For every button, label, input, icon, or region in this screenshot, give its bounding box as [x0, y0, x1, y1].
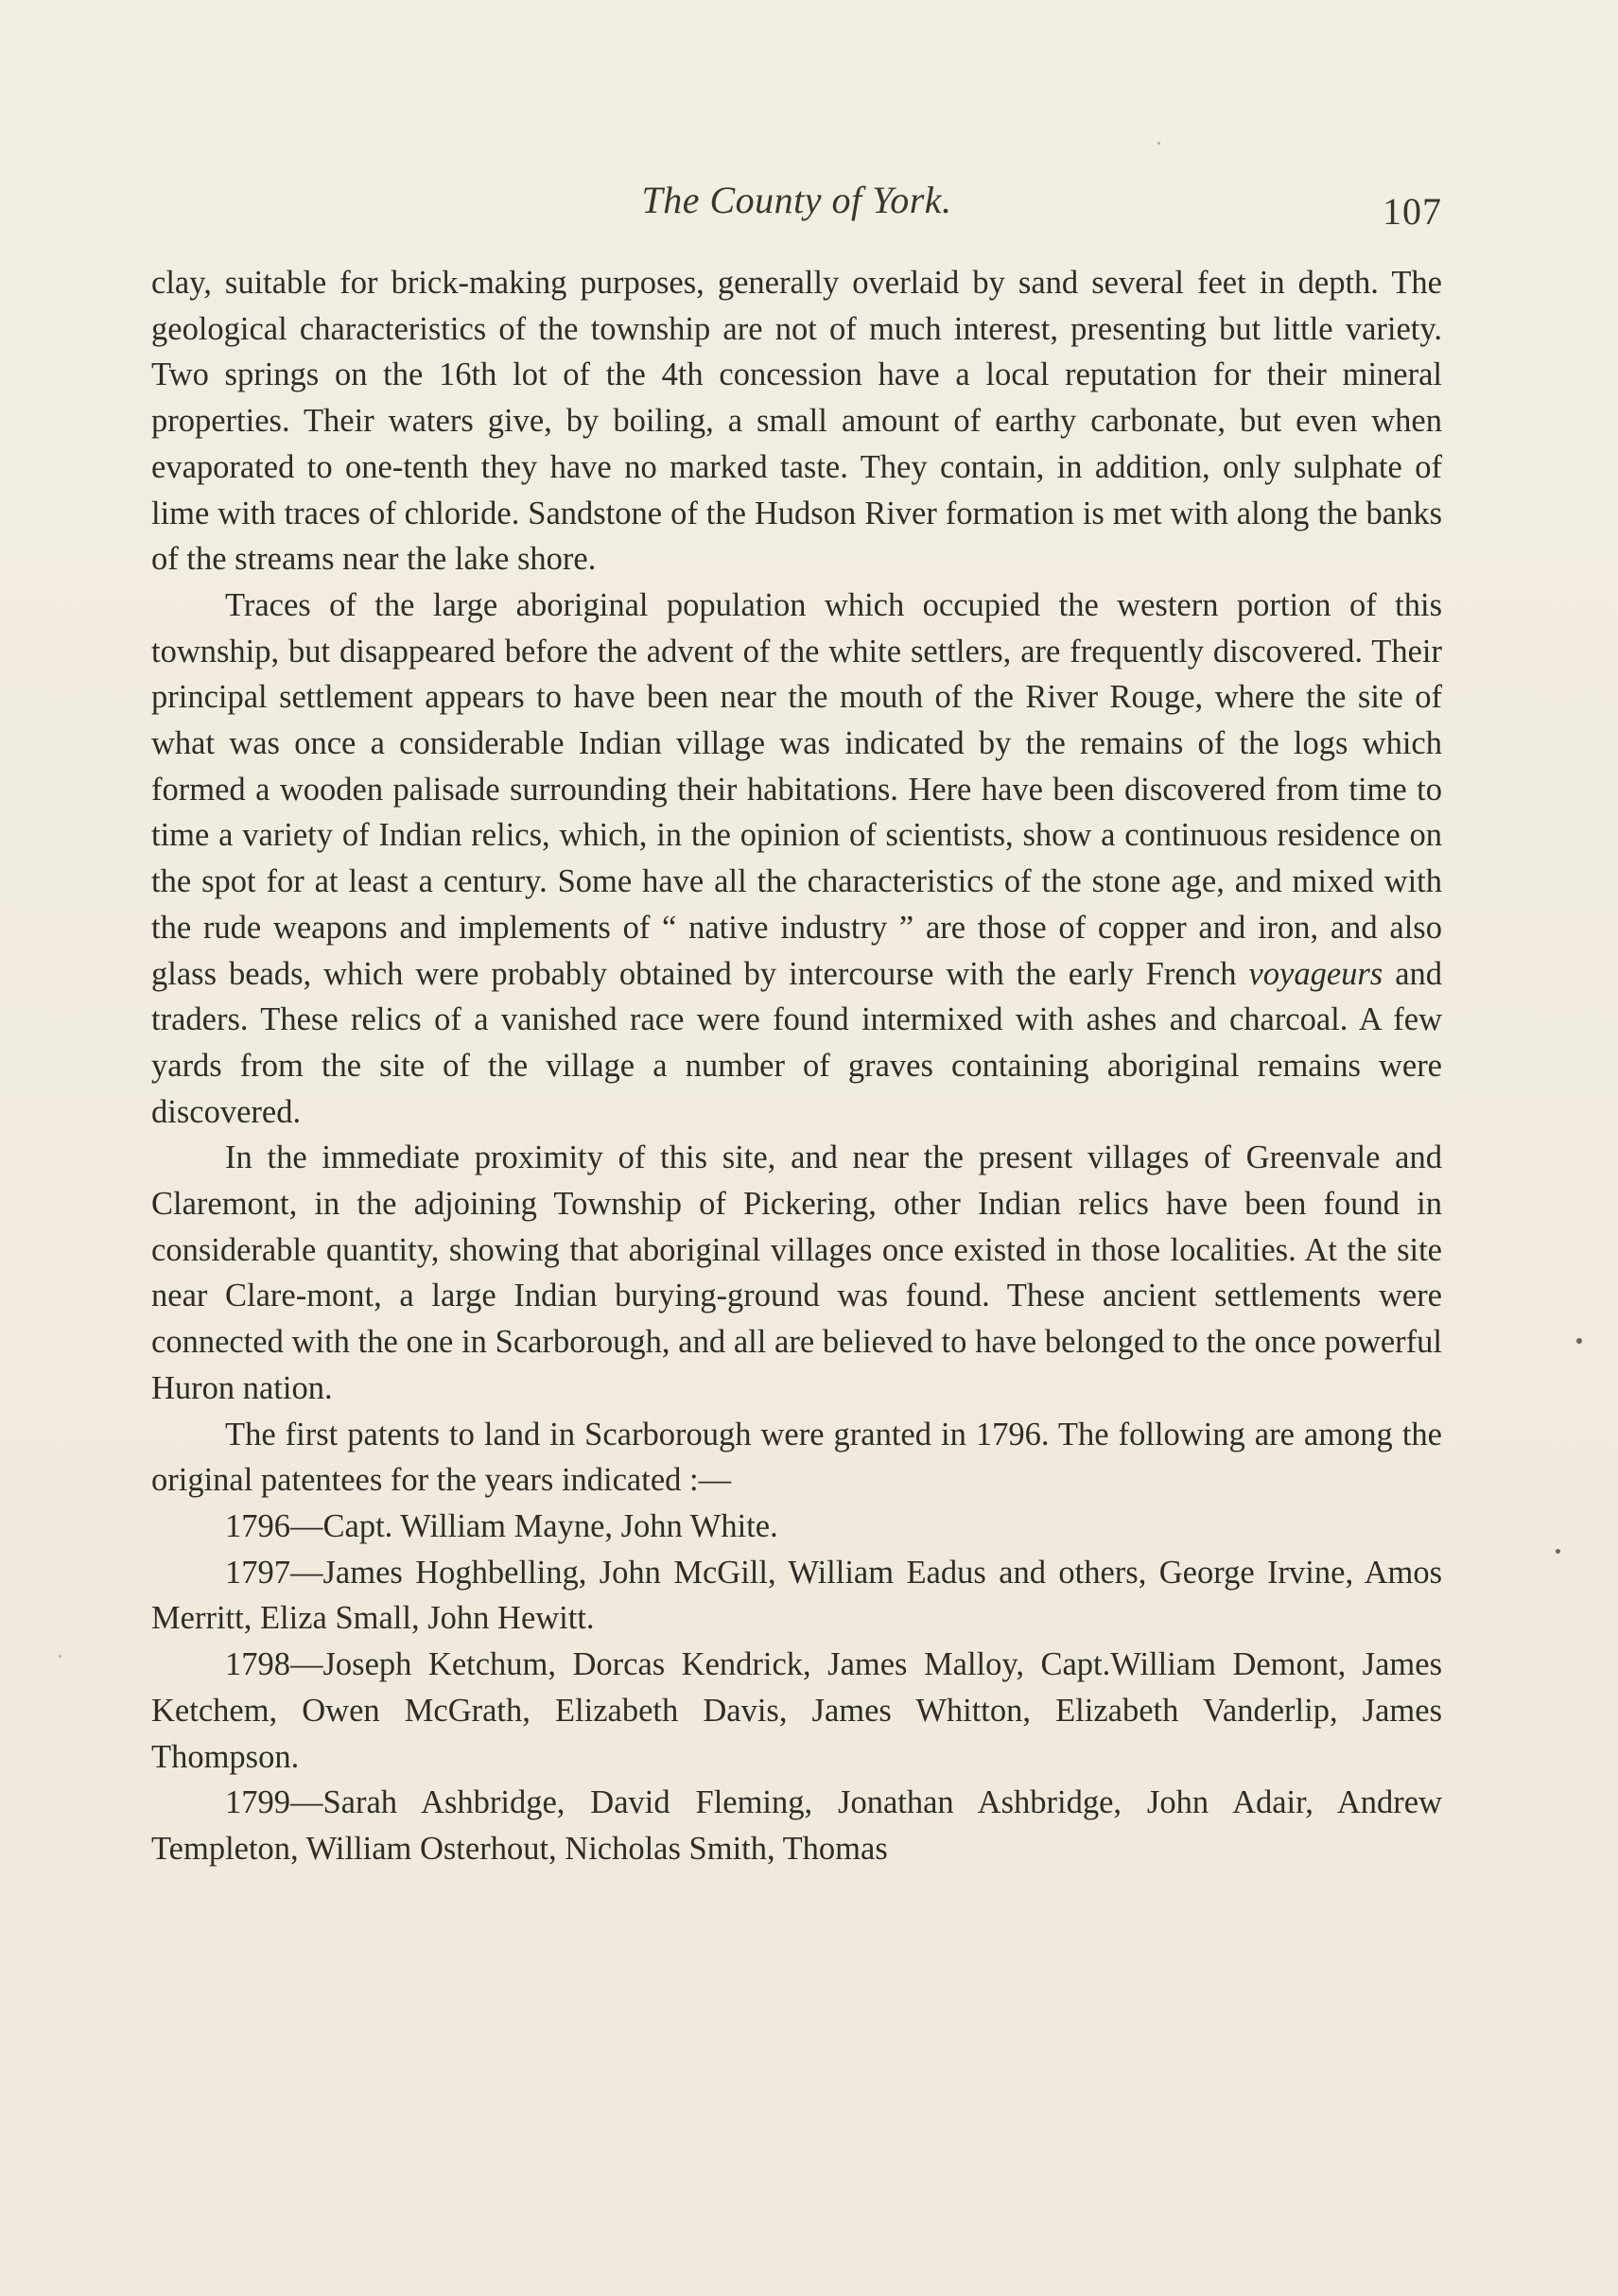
paragraph-geology: clay, suitable for brick-making purposes, generally overlaid by sand several feet in depth. The geological characteristics of the township are not of much interest, presenting but little variety. Two springs on the 16th lot of the 4th concession have a local reputation for their mineral properties. Their waters give, by boiling, a small amount of earthy carbonate, but even when evaporated to one-tenth they have no marked taste. They contain, in addition, only sulphate of lime with traces of chloride. Sandstone of the Hudson River formation is met with along the banks of the streams near the lake shore. [151, 265, 1442, 578]
patentees-1798: 1798—Joseph Ketchum, Dorcas Kendrick, James Malloy, Capt.William Demont, James Ketchem, Owen McGrath, Elizabeth Davis, James Whitton, Elizabeth Vanderlip, James Thompson. [151, 1646, 1442, 1775]
paragraph-aboriginal-traces [151, 583, 1442, 1135]
patentees-1799: 1799—Sarah Ashbridge, David Fleming, Jonathan Ashbridge, John Adair, Andrew Templeton, William Osterhout, Nicholas Smith, Thomas [151, 1784, 1442, 1867]
paper-speck [1576, 1338, 1582, 1344]
italic-term: voyageurs [1248, 955, 1383, 992]
paragraph-greenvale-claremont: In the immediate proximity of this site, and near the present villages of Greenvale and Claremont, in the adjoining Township of Pickering, other Indian relics have been found in considerable quantity, showing that aboriginal villages once existed in those localities. At the site near Clare-mont, a large Indian burying-ground was found. These ancient settlements were connected with the one in Scarborough, and all are believed to have belonged to the once powerful Huron nation. [151, 1139, 1442, 1406]
paper-speck [59, 1655, 61, 1658]
paragraph-text: Traces of the large aboriginal population which occupied the western portion of this township, but disappeared before the advent of the white settlers, are frequently discovered. Their principal settlement appears to have been near the mouth of the River Rouge, where the site of what was once a considerable Indian village was indicated by the remains of the logs which formed a wooden palisade surrounding their habitations. Here have been discovered from time to time a variety of Indian relics, which, in the opinion of scientists, show a continuous residence on the spot for at least a century. Some have all the characteristics of the stone age, and mixed with the rude weapons and implements of “ native industry ” are those of copper and iron, and also glass beads, which were probably obtained by intercourse with the early French [151, 586, 1442, 992]
page-number: 107 [1383, 190, 1442, 233]
patentees-1796: 1796—Capt. William Mayne, John White. [225, 1507, 778, 1544]
paper-speck [1556, 1549, 1560, 1554]
paragraph-text: and traders. These relics of a vanished race were found intermixed with ashes and charcoal. A few yards from the site of the village a number of graves containing aboriginal remains were discovered. [151, 955, 1443, 1130]
body-text [151, 260, 1442, 1872]
patentees-1797: 1797—James Hoghbelling, John McGill, William Eadus and others, George Irvine, Amos Merritt, Eliza Small, John Hewitt. [151, 1554, 1442, 1637]
running-header [151, 170, 1442, 236]
paper-speck [1157, 142, 1160, 145]
paragraph-first-patents: The first patents to land in Scarborough were granted in 1796. The following are among the original patentees for the years indicated :— [151, 1416, 1442, 1499]
running-title: The County of York. [641, 179, 952, 221]
